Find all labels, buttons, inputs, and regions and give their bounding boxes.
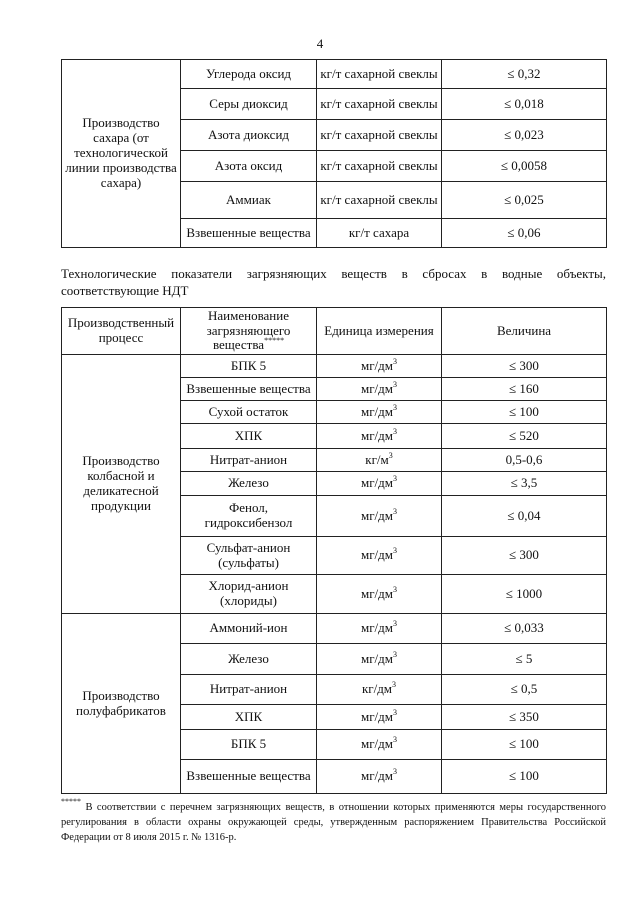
process-cell: Производство сахара (от технологической линии производства сахара) — [62, 60, 181, 248]
substance-cell: ХПК — [181, 705, 317, 730]
unit-cell: $кг/м^3$ — [317, 449, 442, 472]
substance-cell: Хлорид-анион (хлориды) — [181, 575, 317, 614]
value-cell: ≤ 100 — [442, 730, 607, 760]
table-row — [62, 355, 607, 378]
substance-cell: Сухой остаток — [181, 401, 317, 424]
substance-cell: Углерода оксид — [181, 60, 317, 89]
unit-cell: $мг/дм^3$ — [317, 614, 442, 644]
unit-cell: кг/т сахарной свеклы — [317, 120, 442, 151]
unit-cell: кг/т сахарной свеклы — [317, 182, 442, 219]
substance-cell: Взвешенные вещества — [181, 760, 317, 794]
unit-cell: $мг/дм^3$ — [317, 355, 442, 378]
page-number: 4 — [316, 36, 324, 51]
unit-cell: кг/т сахарной свеклы — [317, 151, 442, 182]
footnote-mark: ***** — [264, 336, 285, 346]
unit-cell: $мг/дм^3$ — [317, 730, 442, 760]
unit-cell: $мг/дм^3$ — [317, 472, 442, 496]
unit-cell: $мг/дм^3$ — [317, 705, 442, 730]
substance-cell: Нитрат-анион — [181, 449, 317, 472]
substance-cell: Взвешенные вещества — [181, 378, 317, 401]
value-cell: ≤ 0,32 — [442, 60, 607, 89]
substance-cell: Железо — [181, 644, 317, 675]
unit-cell: кг/т сахарной свеклы — [317, 60, 442, 89]
substance-cell: Аммоний-ион — [181, 614, 317, 644]
value-cell: ≤ 350 — [442, 705, 607, 730]
unit-cell: $кг/дм^3$ — [317, 675, 442, 705]
header-value: Величина — [442, 308, 607, 355]
substance-cell: Железо — [181, 472, 317, 496]
substance-cell: Сульфат-анион (сульфаты) — [181, 537, 317, 575]
unit-cell: кг/т сахара — [317, 219, 442, 248]
unit-cell: $мг/дм^3$ — [317, 496, 442, 537]
value-cell: 0,5-0,6 — [442, 449, 607, 472]
value-cell: ≤ 100 — [442, 760, 607, 794]
value-cell: ≤ 0,025 — [442, 182, 607, 219]
section-intro: Технологические показатели загрязняющих веществ в сбросах в водные объекты, соответствующие НДТ — [61, 266, 606, 298]
substance-cell: Взвешенные вещества — [181, 219, 317, 248]
air-emissions-table — [61, 59, 607, 248]
substance-cell: БПК 5 — [181, 355, 317, 378]
header-substance: Наименование загрязняющего вещества***** — [181, 308, 317, 355]
value-cell: ≤ 0,04 — [442, 496, 607, 537]
unit-cell: $мг/дм^3$ — [317, 537, 442, 575]
value-cell: ≤ 0,0058 — [442, 151, 607, 182]
footnote — [61, 797, 606, 845]
value-cell: ≤ 300 — [442, 537, 607, 575]
process-cell: Производство полуфабрикатов — [62, 614, 181, 794]
value-cell: ≤ 0,06 — [442, 219, 607, 248]
header-unit: Единица измерения — [317, 308, 442, 355]
table-header-row — [62, 308, 607, 355]
substance-cell: ХПК — [181, 424, 317, 449]
value-cell: ≤ 0,018 — [442, 89, 607, 120]
footnote-mark: ***** — [61, 797, 81, 806]
substance-cell: Фенол, гидроксибензол — [181, 496, 317, 537]
value-cell: ≤ 1000 — [442, 575, 607, 614]
table-row — [62, 614, 607, 644]
value-cell: ≤ 0,5 — [442, 675, 607, 705]
value-cell: ≤ 5 — [442, 644, 607, 675]
value-cell: ≤ 0,033 — [442, 614, 607, 644]
unit-cell: $мг/дм^3$ — [317, 760, 442, 794]
footnote-text: В соответствии с перечнем загрязняющих веществ, в отношении которых применяются меры государственного регулирования в области охраны окружающей среды, утвержденным распоряжением Правительства Российской Федерации от 8 июля 2015 г. № 1316-р. — [61, 802, 606, 843]
substance-cell: Азота диоксид — [181, 120, 317, 151]
unit-cell: $мг/дм^3$ — [317, 424, 442, 449]
value-cell: ≤ 300 — [442, 355, 607, 378]
substance-cell: Азота оксид — [181, 151, 317, 182]
unit-cell: $мг/дм^3$ — [317, 575, 442, 614]
substance-cell: БПК 5 — [181, 730, 317, 760]
value-cell: ≤ 160 — [442, 378, 607, 401]
substance-cell: Аммиак — [181, 182, 317, 219]
substance-cell: Серы диоксид — [181, 89, 317, 120]
unit-cell: $мг/дм^3$ — [317, 401, 442, 424]
value-cell: ≤ 3,5 — [442, 472, 607, 496]
unit-cell: кг/т сахарной свеклы — [317, 89, 442, 120]
process-cell: Производство колбасной и деликатесной продукции — [62, 355, 181, 614]
substance-cell: Нитрат-анион — [181, 675, 317, 705]
water-discharge-table — [61, 307, 607, 794]
value-cell: ≤ 100 — [442, 401, 607, 424]
value-cell: ≤ 0,023 — [442, 120, 607, 151]
value-cell: ≤ 520 — [442, 424, 607, 449]
unit-cell: $мг/дм^3$ — [317, 644, 442, 675]
header-process: Производственный процесс — [62, 308, 181, 355]
footnote-divider — [61, 793, 237, 794]
unit-cell: $мг/дм^3$ — [317, 378, 442, 401]
